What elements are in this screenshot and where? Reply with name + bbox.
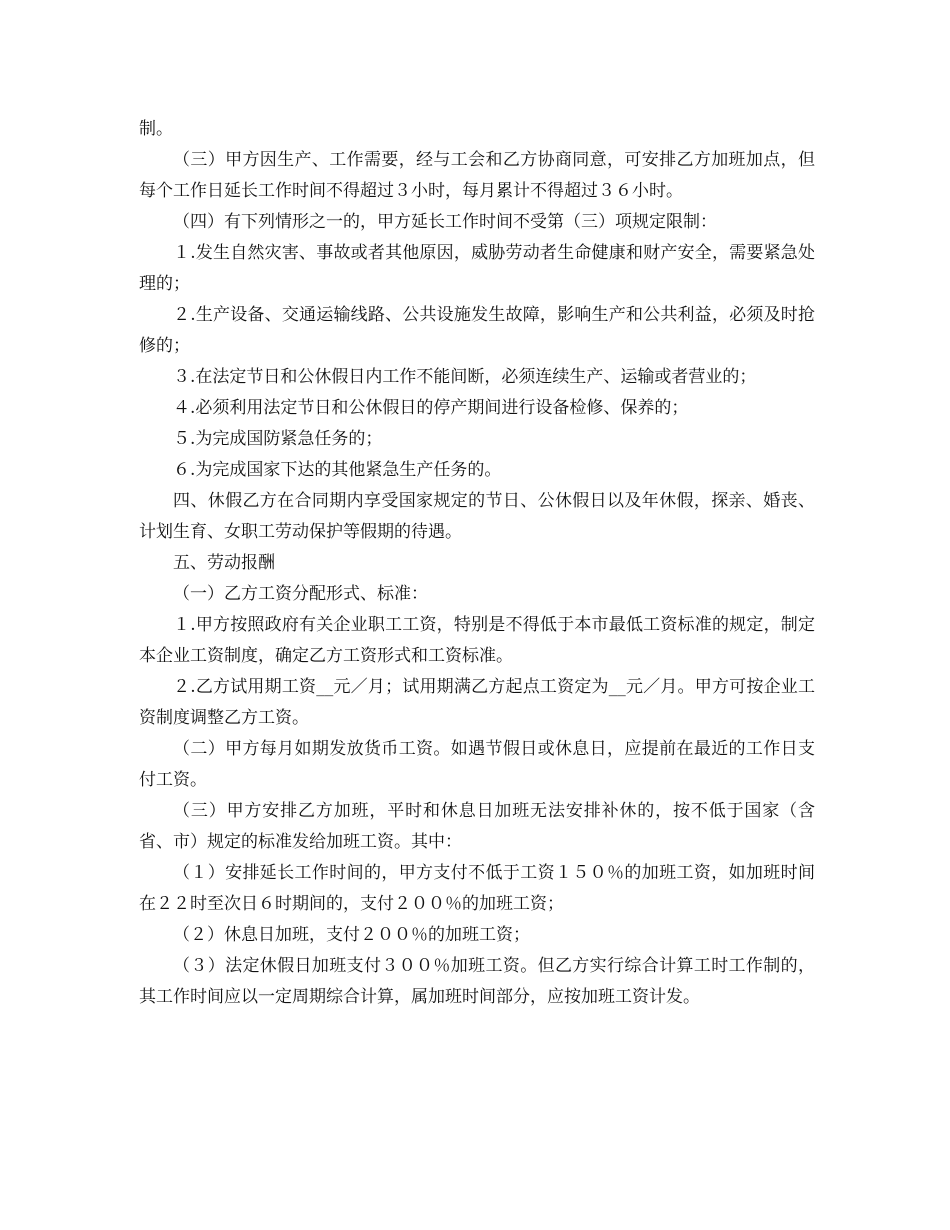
section-heading-remuneration: 五、劳动报酬 [173,553,275,573]
paragraph-overtime-limit: （三）甲方因生产、工作需要，经与工会和乙方协商同意，可安排乙方加班加点，但每个工作日延长工作时间不得超过３小时，每月累计不得超过３６小时。 [139,150,815,201]
paragraph-overtime-pay-3: （３）法定休假日加班支付３００％加班工资。但乙方实行综合计算工时工作制的，其工作时间应以一定周期综合计算，属加班时间部分，应按加班工资计发。 [139,956,815,1007]
paragraph-wage-payment: （二）甲方每月如期发放货币工资。如遇节假日或休息日，应提前在最近的工作日支付工资。 [139,739,815,790]
paragraph-exception-4: ４.必须利用法定节日和公休假日的停产期间进行设备检修、保养的； [173,398,689,418]
paragraph-overtime-pay-2: （２）休息日加班，支付２００％的加班工资； [173,925,530,945]
paragraph-wage-rule-1: １.甲方按照政府有关企业职工工资，特别是不得低于本市最低工资标准的规定，制定本企业工资制度，确定乙方工资形式和工资标准。 [139,615,815,666]
paragraph-exception-6: ６.为完成国家下达的其他紧急生产任务的。 [173,460,502,480]
paragraph-exception-2: ２.生产设备、交通运输线路、公共设施发生故障，影响生产和公共利益，必须及时抢修的； [139,305,815,356]
paragraph-wage-form: （一）乙方工资分配形式、标准： [173,584,428,604]
paragraph-overtime-pay-1: （１）安排延长工作时间的，甲方支付不低于工资１５０％的加班工资，如加班时间在２２时至次日６时期间的，支付２００％的加班工资； [139,863,815,914]
paragraph-exceptions-intro: （四）有下列情形之一的，甲方延长工作时间不受第（三）项规定限制： [173,212,717,232]
paragraph-exception-3: ３.在法定节日和公休假日内工作不能间断，必须连续生产、运输或者营业的； [173,367,757,387]
paragraph-overtime-pay: （三）甲方安排乙方加班，平时和休息日加班无法安排补休的，按不低于国家（含省、市）规定的标准发给加班工资。其中： [139,801,815,852]
document-body [139,114,815,1013]
paragraph-wage-rule-2: ２.乙方试用期工资__元／月；试用期满乙方起点工资定为__元／月。甲方可按企业工资制度调整乙方工资。 [139,677,815,728]
paragraph-exception-1: １.发生自然灾害、事故或者其他原因，威胁劳动者生命健康和财产安全，需要紧急处理的； [139,243,815,294]
paragraph-continuation: 制。 [139,119,173,139]
paragraph-section-leave: 四、休假乙方在合同期内享受国家规定的节日、公休假日以及年休假，探亲、婚丧、计划生育、女职工劳动保护等假期的待遇。 [139,491,815,542]
paragraph-exception-5: ５.为完成国防紧急任务的； [173,429,383,449]
